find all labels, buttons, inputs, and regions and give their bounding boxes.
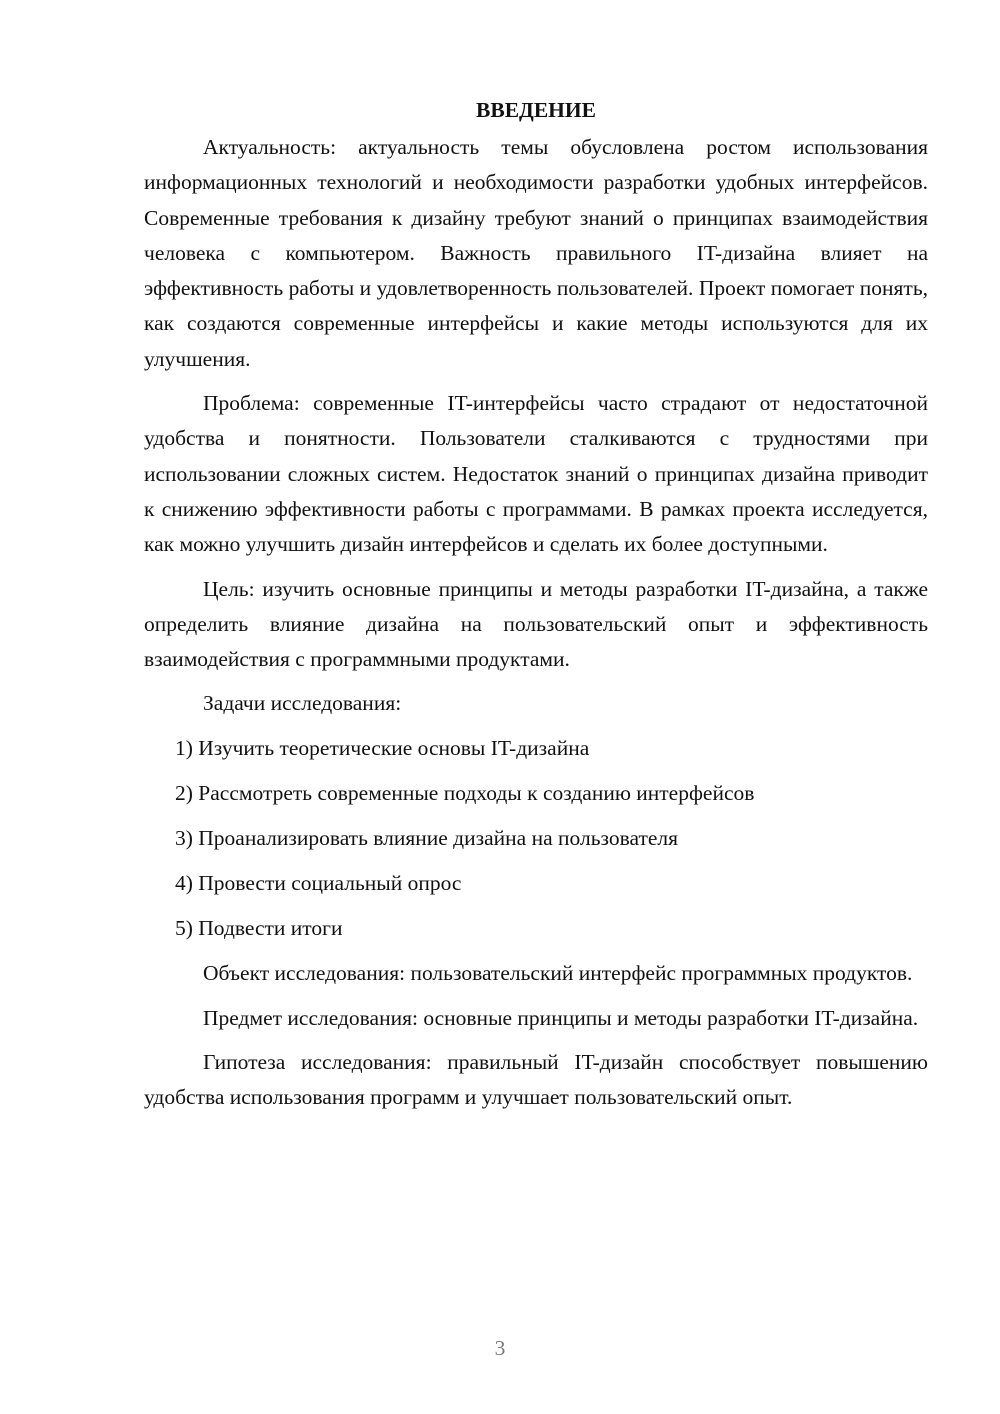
list-item: 2) Рассмотреть современные подходы к созданию интерфейсов — [175, 781, 755, 806]
object-paragraph: Объект исследования: пользовательский интерфейс программных продуктов. — [203, 961, 913, 986]
hypothesis-paragraph: Гипотеза исследования: правильный IT-дизайн способствует повышению удобства использования программ и улучшает пользовательский опыт. — [144, 1050, 928, 1110]
page-number: 3 — [494, 1336, 506, 1360]
list-item: 5) Подвести итоги — [175, 916, 343, 941]
goal-paragraph: Цель: изучить основные принципы и методы разработки IT-дизайна, а также определить влияние дизайна на пользовательский опыт и эффективность взаимодействия с программными продуктами. — [144, 576, 928, 672]
list-item: 3) Проанализировать влияние дизайна на пользователя — [175, 826, 679, 851]
problem-paragraph: Проблема: современные IT-интерфейсы часто страдают от недостаточной удобства и понятности. Пользователи сталкиваются с трудностями при использовании сложных систем. Недостаток знаний о принципах дизайна приводит к снижению эффективности работы с программами. В рамках проекта исследуется, как можно улучшить дизайн интерфейсов и сделать их более доступными. — [144, 391, 928, 557]
relevance-paragraph: Актуальность: актуальность темы обусловлена ростом использования информационных технологий и необходимости разработки удобных интерфейсов. Современные требования к дизайну требуют знаний о принципах взаимодействия человека с компьютером. Важность правильного IT-дизайна влияет на эффективность работы и удовлетворенность пользователей. Проект помогает понять, как создаются современные интерфейсы и какие методы используются для их улучшения. — [144, 135, 928, 371]
page-title: ВВЕДЕНИЕ — [476, 98, 596, 122]
tasks-title: Задачи исследования: — [203, 691, 402, 716]
document-page — [144, 92, 928, 1116]
list-item: 1) Изучить теоретические основы IT-дизайна — [175, 736, 590, 761]
list-item: 4) Провести социальный опрос — [175, 871, 462, 896]
subject-paragraph: Предмет исследования: основные принципы и методы разработки IT-дизайна. — [203, 1005, 919, 1030]
